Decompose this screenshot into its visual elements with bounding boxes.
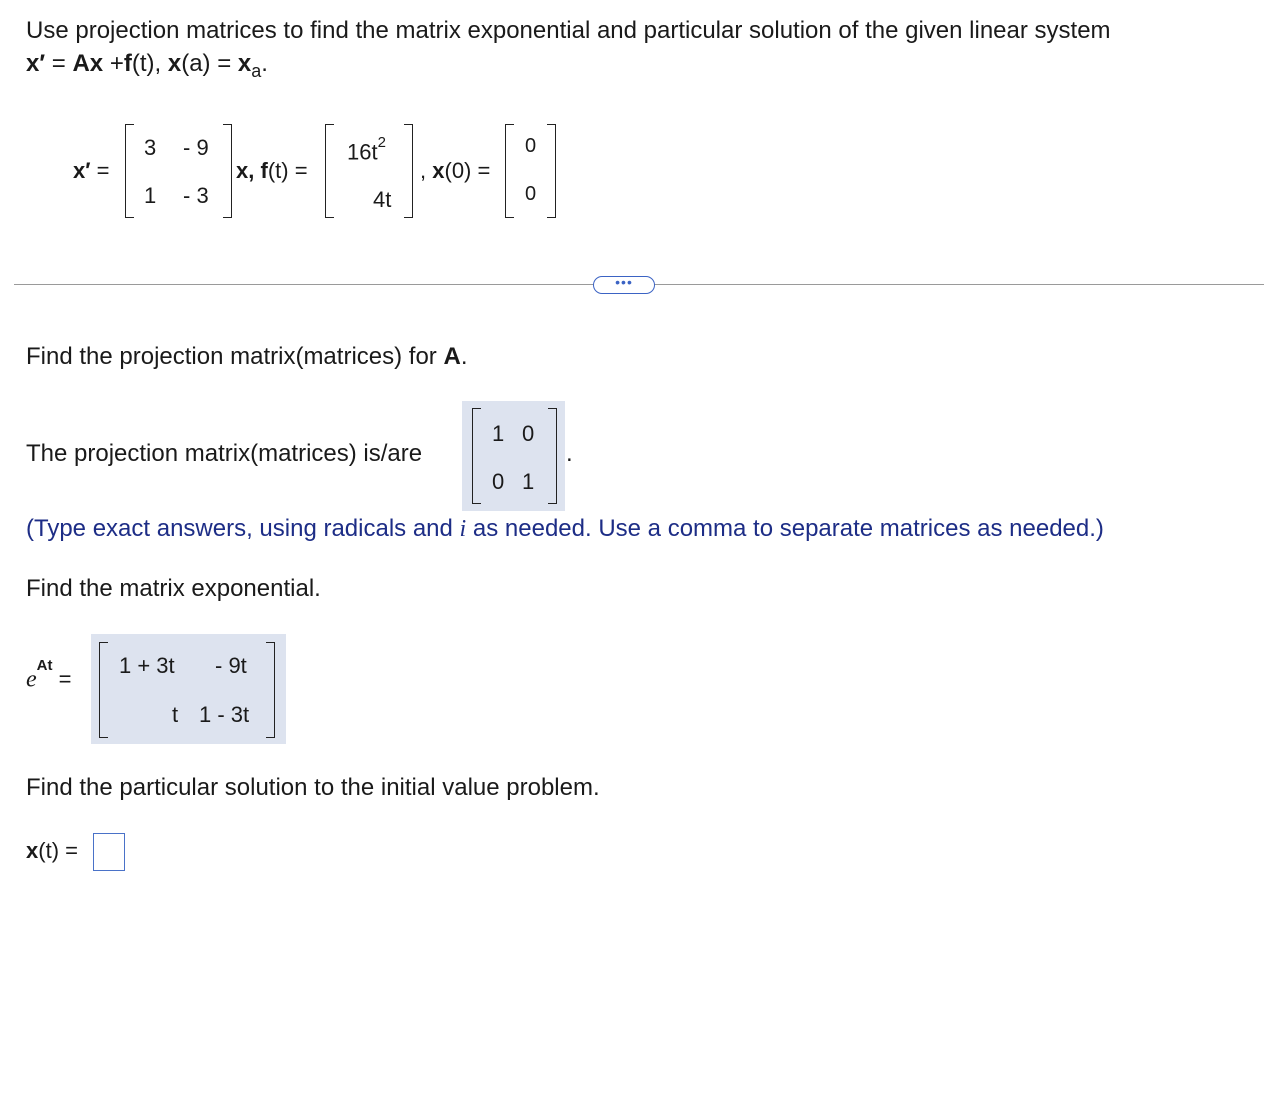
vector-f-base: 16t bbox=[347, 139, 378, 165]
q1-hint bbox=[26, 515, 1104, 543]
eq-f: f bbox=[123, 50, 132, 77]
vector-x0 bbox=[505, 124, 557, 218]
system-comma: , bbox=[420, 158, 427, 183]
matrix-a-cell: 3 bbox=[144, 135, 157, 160]
eq-xa: x bbox=[237, 50, 252, 77]
matrix-exponential-answer[interactable] bbox=[91, 634, 286, 744]
projection-matrix-cell: 1 bbox=[522, 469, 535, 494]
q1-prompt-bold: A bbox=[443, 343, 461, 370]
matrix-a-cell: - 3 bbox=[183, 183, 209, 208]
projection-matrix-cell: 0 bbox=[492, 469, 505, 494]
vector-f-right-bracket bbox=[404, 124, 413, 218]
q2-label bbox=[26, 657, 72, 693]
eq-a: (a) = bbox=[181, 50, 238, 77]
q3-label-arg: (t) = bbox=[38, 838, 78, 863]
eq-x: x bbox=[167, 50, 182, 77]
matrix-a-cell: 1 bbox=[144, 183, 157, 208]
q1-answer-label: The projection matrix(matrices) is/are bbox=[26, 440, 423, 467]
q2-label-sup: At bbox=[36, 657, 53, 674]
q2-prompt: Find the matrix exponential. bbox=[26, 575, 321, 602]
vector-x0-cell: 0 bbox=[525, 135, 537, 157]
projection-matrix-answer[interactable] bbox=[462, 401, 565, 511]
vector-f-cell bbox=[347, 134, 386, 165]
matrix-a-cell: - 9 bbox=[183, 135, 209, 160]
q3-label-x: x bbox=[26, 838, 39, 863]
q1-prompt-end: . bbox=[460, 343, 468, 370]
q2-label-e: e bbox=[26, 666, 37, 693]
q1-prompt-text: Find the projection matrix(matrices) for bbox=[26, 343, 444, 370]
projection-matrix-left-bracket bbox=[472, 408, 481, 504]
vector-x0-cell: 0 bbox=[525, 183, 537, 205]
system-x0-label bbox=[420, 158, 490, 184]
system-x-f-label bbox=[236, 158, 308, 184]
system-f-arg: (t) = bbox=[267, 158, 308, 183]
eq-equals: = bbox=[51, 50, 66, 77]
projection-matrix-right-bracket bbox=[548, 408, 557, 504]
eq-period: . bbox=[261, 50, 268, 77]
exp-matrix-cell: t bbox=[172, 702, 179, 727]
exp-matrix-left-bracket bbox=[99, 642, 108, 738]
q1-prompt bbox=[26, 343, 467, 371]
system-xprime-label: x′ bbox=[73, 158, 91, 183]
q3-prompt: Find the particular solution to the initial value problem. bbox=[26, 774, 600, 801]
eq-xprime: x′ bbox=[26, 50, 46, 77]
exp-matrix-cell: 1 + 3t bbox=[119, 653, 175, 678]
projection-matrix-cell: 0 bbox=[522, 421, 535, 446]
eq-sub-a: a bbox=[251, 60, 262, 81]
vector-f-cell: 4t bbox=[373, 187, 392, 212]
vector-f-exponent: 2 bbox=[377, 134, 386, 151]
q2-equals: = bbox=[58, 666, 72, 692]
system-equals: = bbox=[96, 158, 110, 183]
system-xprime bbox=[73, 158, 110, 184]
q1-answer-end: . bbox=[566, 440, 573, 467]
particular-solution-input[interactable] bbox=[93, 833, 125, 871]
system-x0-x: x bbox=[432, 158, 445, 183]
exp-matrix-cell: 1 - 3t bbox=[199, 702, 250, 727]
exp-matrix-cell: - 9t bbox=[215, 653, 247, 678]
projection-matrix-cell: 1 bbox=[492, 421, 505, 446]
system-x-label: x, bbox=[236, 158, 255, 183]
problem-equation bbox=[26, 50, 268, 82]
eq-ax: Ax bbox=[72, 50, 104, 77]
vector-f-left-bracket bbox=[325, 124, 334, 218]
q1-hint-text: (Type exact answers, using radicals and bbox=[26, 515, 460, 542]
q3-label bbox=[26, 838, 78, 864]
vector-x0-left-bracket bbox=[505, 124, 514, 218]
system-x0-arg: (0) = bbox=[444, 158, 491, 183]
vector-x0-right-bracket bbox=[547, 124, 556, 218]
show-more-button[interactable]: ••• bbox=[593, 276, 655, 294]
q1-hint-end: as needed. Use a comma to separate matrices as needed.) bbox=[466, 515, 1104, 542]
matrix-a-right-bracket bbox=[223, 124, 232, 218]
system-f-label: f bbox=[260, 158, 268, 183]
vector-f bbox=[325, 124, 415, 218]
matrix-a bbox=[125, 124, 235, 218]
matrix-a-left-bracket bbox=[125, 124, 134, 218]
q1-hint-i: i bbox=[459, 516, 467, 542]
eq-t: (t), bbox=[131, 50, 168, 77]
exp-matrix-right-bracket bbox=[266, 642, 275, 738]
problem-intro: Use projection matrices to find the matrix exponential and particular solution of the given linear system bbox=[26, 17, 1111, 44]
eq-plus: + bbox=[109, 50, 124, 77]
